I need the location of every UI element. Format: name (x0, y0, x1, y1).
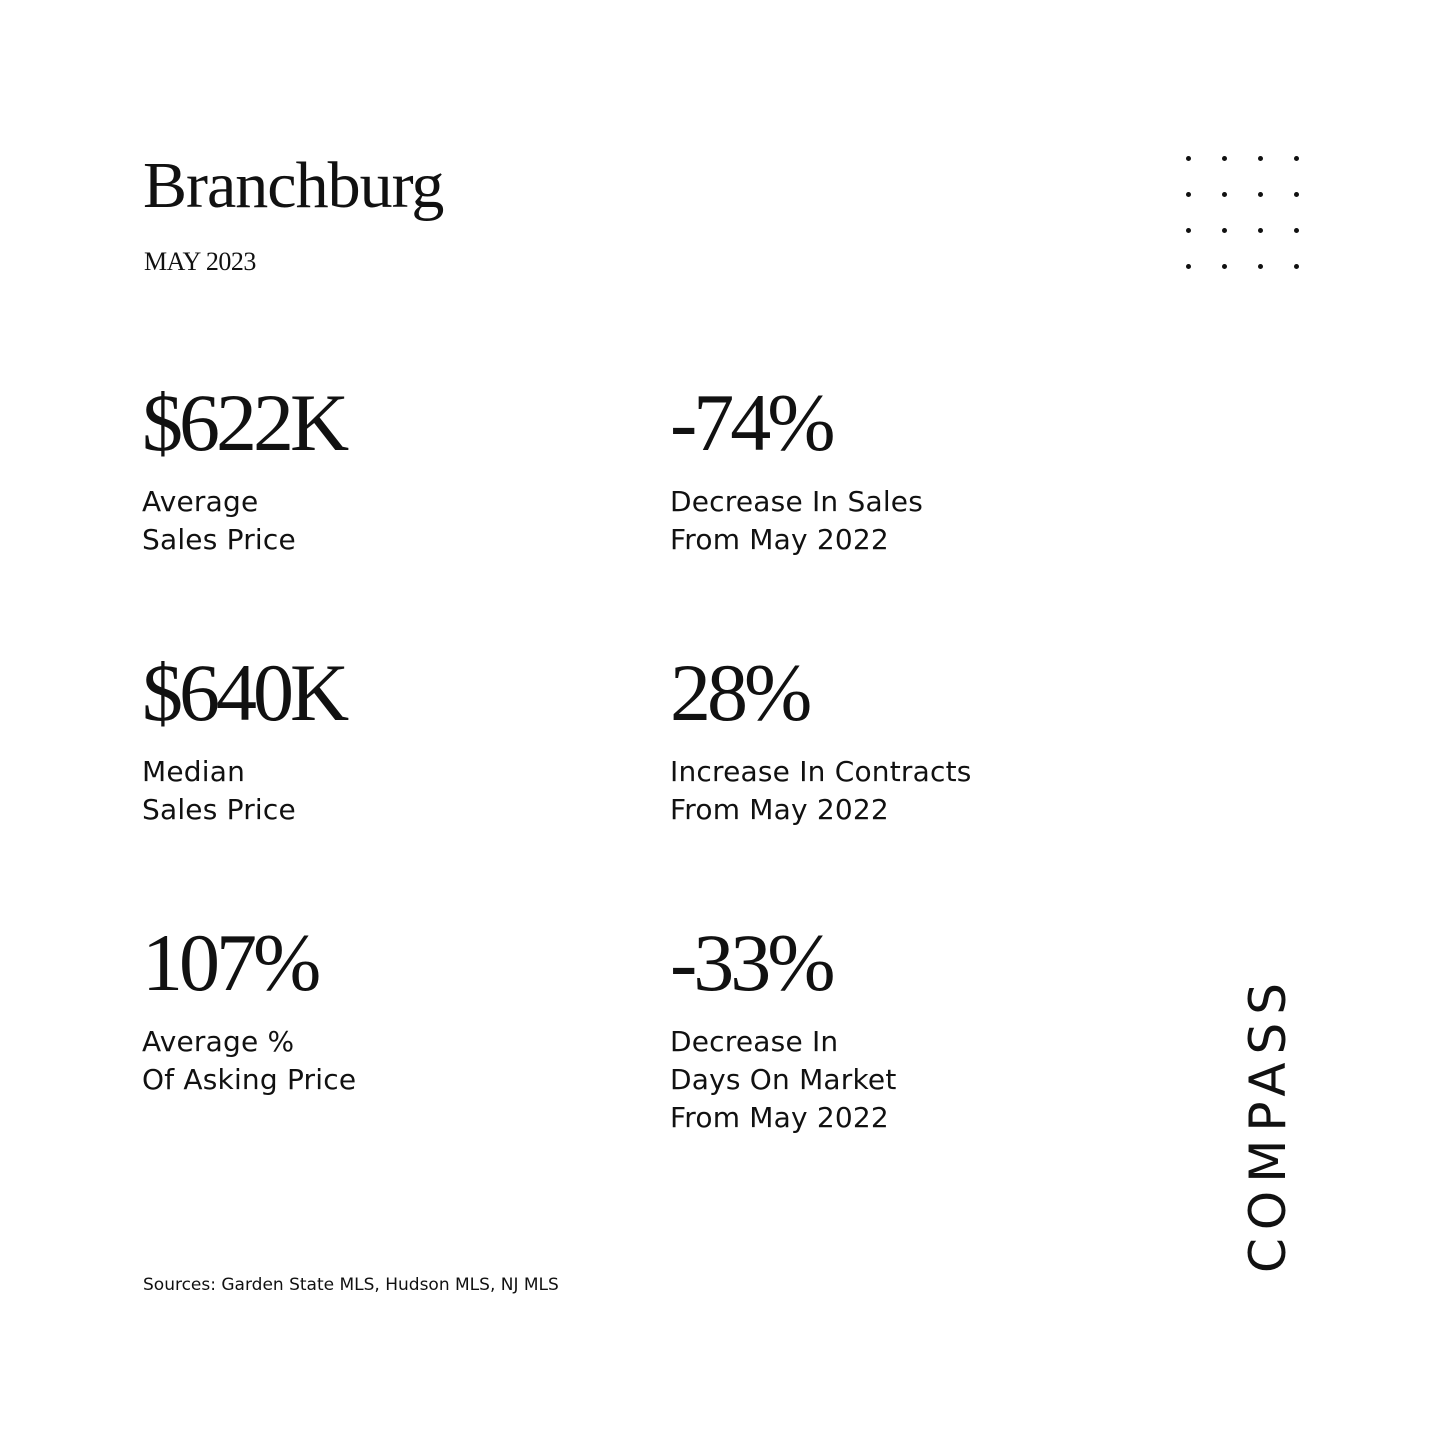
compass-logo (1198, 956, 1338, 1292)
logo-text: COMPASS (1239, 974, 1297, 1274)
stat-average-sales-price (142, 378, 345, 559)
stat-contracts-change (670, 648, 972, 829)
stat-label: Average Sales Price (142, 485, 296, 556)
sources-note: Sources: Garden State MLS, Hudson MLS, NJ MLS (143, 1275, 559, 1295)
stat-median-sales-price (142, 648, 345, 829)
stat-value: $622K (142, 377, 346, 468)
stat-label: Average % Of Asking Price (142, 1025, 357, 1096)
page-title: Branchburg (143, 149, 444, 222)
stat-label: Decrease In Sales From May 2022 (670, 485, 924, 556)
stat-value: -74% (670, 377, 832, 468)
stat-label: Median Sales Price (142, 755, 296, 826)
stat-percent-of-asking (142, 918, 356, 1099)
dot-grid-icon (1170, 140, 1300, 270)
stat-days-on-market-change (670, 918, 897, 1137)
stat-value: $640K (142, 647, 346, 738)
stat-value: -33% (670, 917, 832, 1008)
report-date: MAY 2023 (144, 247, 256, 276)
stat-sales-change (670, 378, 923, 559)
stat-label: Decrease In Days On Market From May 2022 (670, 1025, 897, 1134)
stat-value: 107% (142, 917, 318, 1008)
stat-label: Increase In Contracts From May 2022 (670, 755, 972, 826)
stat-value: 28% (670, 647, 809, 738)
